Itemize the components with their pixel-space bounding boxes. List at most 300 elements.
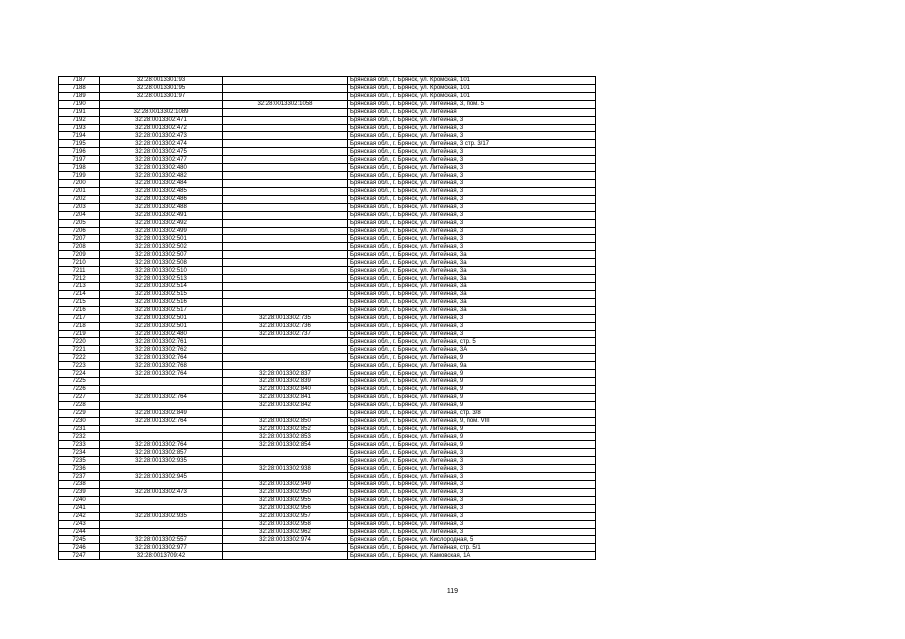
table-row — [59, 187, 596, 195]
address-cell: Брянская обл., г. Брянск, ул. Литейная, 3 — [348, 496, 596, 504]
land-cadastral-number-cell: 32:28:0013302:516 — [100, 298, 223, 306]
address-cell: Брянская обл., г. Брянск, ул. Литейная, 3 стр. 3/17 — [348, 140, 596, 148]
row-number-cell: 7225 — [59, 378, 100, 386]
row-number-cell: 7205 — [59, 219, 100, 227]
land-cadastral-number-cell — [100, 100, 223, 108]
table-row — [59, 179, 596, 187]
table-row — [59, 393, 596, 401]
table-row — [59, 552, 596, 560]
page-number: 119 — [446, 588, 459, 595]
address-cell: Брянская обл., г. Брянск, ул. Литейная, 3 — [348, 473, 596, 481]
land-cadastral-number-cell: 32:28:0013302:482 — [100, 172, 223, 180]
row-number-cell: 7226 — [59, 385, 100, 393]
table-row — [59, 132, 596, 140]
object-cadastral-number-cell — [223, 267, 348, 275]
address-cell: Брянская обл., г. Брянск, ул. Камовская, 1А — [348, 552, 596, 560]
land-cadastral-number-cell: 32:28:0013302:764 — [100, 370, 223, 378]
table-row — [59, 290, 596, 298]
object-cadastral-number-cell — [223, 338, 348, 346]
row-number-cell: 7245 — [59, 536, 100, 544]
address-cell: Брянская обл., г. Брянск, ул. Литейная, 9 — [348, 425, 596, 433]
address-cell: Брянская обл., г. Брянск, ул. Литейная, 3 — [348, 172, 596, 180]
object-cadastral-number-cell — [223, 179, 348, 187]
table-row — [59, 433, 596, 441]
address-cell: Брянская обл., г. Брянск, ул. Литейная, 3а — [348, 267, 596, 275]
land-cadastral-number-cell: 32:28:0013302:761 — [100, 338, 223, 346]
object-cadastral-number-cell — [223, 449, 348, 457]
object-cadastral-number-cell: 32:28:0013302:854 — [223, 441, 348, 449]
registry-table-body — [59, 77, 596, 560]
object-cadastral-number-cell: 32:28:0013302:853 — [223, 433, 348, 441]
row-number-cell: 7213 — [59, 282, 100, 290]
address-cell: Брянская обл., г. Брянск, ул. Литейная, 3 — [348, 187, 596, 195]
table-row — [59, 354, 596, 362]
row-number-cell: 7188 — [59, 84, 100, 92]
land-cadastral-number-cell: 32:28:0013301:93 — [100, 77, 223, 85]
land-cadastral-number-cell: 32:28:0013709:42 — [100, 552, 223, 560]
row-number-cell: 7228 — [59, 401, 100, 409]
table-row — [59, 282, 596, 290]
object-cadastral-number-cell: 32:28:0013302:840 — [223, 385, 348, 393]
table-row — [59, 425, 596, 433]
land-cadastral-number-cell — [100, 425, 223, 433]
object-cadastral-number-cell — [223, 362, 348, 370]
address-cell: Брянская обл., г. Брянск, ул. Литейная, 3а — [348, 259, 596, 267]
table-row — [59, 243, 596, 251]
row-number-cell: 7243 — [59, 520, 100, 528]
table-row — [59, 227, 596, 235]
address-cell: Брянская обл., г. Брянск, ул. Литейная, 3, пом. 5 — [348, 100, 596, 108]
address-cell: Брянская обл., г. Брянск, ул. Литейная, 3 — [348, 195, 596, 203]
object-cadastral-number-cell: 32:28:0013302:842 — [223, 401, 348, 409]
land-cadastral-number-cell: 32:28:0013302:510 — [100, 267, 223, 275]
row-number-cell: 7204 — [59, 211, 100, 219]
land-cadastral-number-cell: 32:28:0013302:491 — [100, 211, 223, 219]
address-cell: Брянская обл., г. Брянск, ул. Литейная, 3 — [348, 330, 596, 338]
address-cell: Брянская обл., г. Брянск, ул. Литейная, 3а — [348, 282, 596, 290]
row-number-cell: 7214 — [59, 290, 100, 298]
object-cadastral-number-cell: 32:28:0013302:955 — [223, 496, 348, 504]
table-row — [59, 219, 596, 227]
address-cell: Брянская обл., г. Брянск, ул. Литейная, 3 — [348, 322, 596, 330]
object-cadastral-number-cell — [223, 354, 348, 362]
land-cadastral-number-cell — [100, 520, 223, 528]
table-row — [59, 156, 596, 164]
land-cadastral-number-cell — [100, 401, 223, 409]
address-cell: Брянская обл., г. Брянск, ул. Литейная, 3 — [348, 504, 596, 512]
address-cell: Брянская обл., г. Брянск, ул. Литейная, стр. 5/1 — [348, 544, 596, 552]
table-row — [59, 401, 596, 409]
row-number-cell: 7222 — [59, 354, 100, 362]
object-cadastral-number-cell — [223, 108, 348, 116]
table-row — [59, 116, 596, 124]
object-cadastral-number-cell — [223, 84, 348, 92]
land-cadastral-number-cell: 32:28:0013302:1089 — [100, 108, 223, 116]
row-number-cell: 7238 — [59, 481, 100, 489]
row-number-cell: 7233 — [59, 441, 100, 449]
row-number-cell: 7237 — [59, 473, 100, 481]
row-number-cell: 7198 — [59, 164, 100, 172]
land-cadastral-number-cell: 32:28:0013302:849 — [100, 409, 223, 417]
address-cell: Брянская обл., г. Брянск, ул. Литейная, 3а — [348, 251, 596, 259]
table-row — [59, 362, 596, 370]
land-cadastral-number-cell: 32:28:0013302:486 — [100, 195, 223, 203]
object-cadastral-number-cell — [223, 148, 348, 156]
address-cell: Брянская обл., г. Брянск, ул. Литейная, 3 — [348, 124, 596, 132]
land-cadastral-number-cell: 32:28:0013302:515 — [100, 290, 223, 298]
row-number-cell: 7235 — [59, 457, 100, 465]
land-cadastral-number-cell: 32:28:0013302:762 — [100, 346, 223, 354]
object-cadastral-number-cell — [223, 219, 348, 227]
land-cadastral-number-cell: 32:28:0013302:764 — [100, 441, 223, 449]
table-row — [59, 528, 596, 536]
table-row — [59, 346, 596, 354]
table-row — [59, 473, 596, 481]
object-cadastral-number-cell — [223, 282, 348, 290]
address-cell: Брянская обл., г. Брянск, ул. Литейная, 3а — [348, 290, 596, 298]
object-cadastral-number-cell — [223, 140, 348, 148]
row-number-cell: 7244 — [59, 528, 100, 536]
table-row — [59, 504, 596, 512]
table-row — [59, 92, 596, 100]
row-number-cell: 7229 — [59, 409, 100, 417]
table-row — [59, 378, 596, 386]
land-cadastral-number-cell: 32:28:0013302:508 — [100, 259, 223, 267]
land-cadastral-number-cell: 32:28:0013302:764 — [100, 354, 223, 362]
table-row — [59, 370, 596, 378]
address-cell: Брянская обл., г. Брянск, ул. Кислородная, 5 — [348, 536, 596, 544]
object-cadastral-number-cell — [223, 306, 348, 314]
object-cadastral-number-cell — [223, 187, 348, 195]
land-cadastral-number-cell: 32:28:0013302:935 — [100, 457, 223, 465]
land-cadastral-number-cell: 32:28:0013302:480 — [100, 164, 223, 172]
land-cadastral-number-cell: 32:28:0013302:501 — [100, 235, 223, 243]
object-cadastral-number-cell — [223, 132, 348, 140]
object-cadastral-number-cell — [223, 116, 348, 124]
object-cadastral-number-cell — [223, 275, 348, 283]
object-cadastral-number-cell: 32:28:0013302:839 — [223, 378, 348, 386]
land-cadastral-number-cell: 32:28:0013301:97 — [100, 92, 223, 100]
address-cell: Брянская обл., г. Брянск, ул. Литейная, 3 — [348, 512, 596, 520]
land-cadastral-number-cell: 32:28:0013302:473 — [100, 132, 223, 140]
object-cadastral-number-cell — [223, 243, 348, 251]
address-cell: Брянская обл., г. Брянск, ул. Литейная, 3а — [348, 306, 596, 314]
object-cadastral-number-cell — [223, 195, 348, 203]
table-row — [59, 148, 596, 156]
address-cell: Брянская обл., г. Брянск, ул. Литейная, 9 — [348, 370, 596, 378]
table-row — [59, 314, 596, 322]
row-number-cell: 7240 — [59, 496, 100, 504]
table-row — [59, 481, 596, 489]
land-cadastral-number-cell — [100, 465, 223, 473]
object-cadastral-number-cell: 32:28:0013302:957 — [223, 512, 348, 520]
table-row — [59, 544, 596, 552]
address-cell: Брянская обл., г. Брянск, ул. Кромская, 101 — [348, 84, 596, 92]
object-cadastral-number-cell — [223, 473, 348, 481]
object-cadastral-number-cell: 32:28:0013302:852 — [223, 425, 348, 433]
land-cadastral-number-cell — [100, 433, 223, 441]
land-cadastral-number-cell: 32:28:0013302:513 — [100, 275, 223, 283]
land-cadastral-number-cell: 32:28:0013302:488 — [100, 203, 223, 211]
object-cadastral-number-cell — [223, 124, 348, 132]
address-cell: Брянская обл., г. Брянск, ул. Литейная, 3 — [348, 488, 596, 496]
table-row — [59, 195, 596, 203]
row-number-cell: 7219 — [59, 330, 100, 338]
address-cell: Брянская обл., г. Брянск, ул. Литейная, 3 — [348, 211, 596, 219]
address-cell: Брянская обл., г. Брянск, ул. Литейная, 3 — [348, 528, 596, 536]
land-cadastral-number-cell: 32:28:0013302:484 — [100, 179, 223, 187]
table-row — [59, 306, 596, 314]
land-cadastral-number-cell: 32:28:0013302:502 — [100, 243, 223, 251]
object-cadastral-number-cell: 32:28:0013302:1058 — [223, 100, 348, 108]
land-cadastral-number-cell: 32:28:0013302:499 — [100, 227, 223, 235]
table-row — [59, 108, 596, 116]
object-cadastral-number-cell — [223, 211, 348, 219]
land-cadastral-number-cell: 32:28:0013302:514 — [100, 282, 223, 290]
row-number-cell: 7232 — [59, 433, 100, 441]
address-cell: Брянская обл., г. Брянск, ул. Литейная, стр. 3/8 — [348, 409, 596, 417]
row-number-cell: 7199 — [59, 172, 100, 180]
land-cadastral-number-cell: 32:28:0013302:474 — [100, 140, 223, 148]
row-number-cell: 7210 — [59, 259, 100, 267]
address-cell: Брянская обл., г. Брянск, ул. Литейная, 3 — [348, 235, 596, 243]
object-cadastral-number-cell — [223, 298, 348, 306]
address-cell: Брянская обл., г. Брянск, ул. Литейная, 3 — [348, 520, 596, 528]
row-number-cell: 7231 — [59, 425, 100, 433]
object-cadastral-number-cell: 32:28:0013302:950 — [223, 488, 348, 496]
land-cadastral-number-cell: 32:28:0013302:977 — [100, 544, 223, 552]
object-cadastral-number-cell — [223, 203, 348, 211]
object-cadastral-number-cell — [223, 259, 348, 267]
address-cell: Брянская обл., г. Брянск, ул. Литейная, 9 — [348, 441, 596, 449]
object-cadastral-number-cell — [223, 290, 348, 298]
object-cadastral-number-cell: 32:28:0013302:850 — [223, 417, 348, 425]
object-cadastral-number-cell — [223, 92, 348, 100]
land-cadastral-number-cell — [100, 378, 223, 386]
land-cadastral-number-cell: 32:28:0013302:945 — [100, 473, 223, 481]
document-sheet — [58, 76, 596, 560]
row-number-cell: 7221 — [59, 346, 100, 354]
object-cadastral-number-cell — [223, 172, 348, 180]
address-cell: Брянская обл., г. Брянск, ул. Литейная, 9 — [348, 401, 596, 409]
address-cell: Брянская обл., г. Брянск, ул. Литейная, 3А — [348, 346, 596, 354]
table-row — [59, 84, 596, 92]
table-row — [59, 488, 596, 496]
land-cadastral-number-cell: 32:28:0013302:485 — [100, 187, 223, 195]
land-cadastral-number-cell: 32:28:0013302:480 — [100, 330, 223, 338]
row-number-cell: 7220 — [59, 338, 100, 346]
registry-table — [58, 76, 596, 560]
land-cadastral-number-cell: 32:28:0013302:501 — [100, 322, 223, 330]
address-cell: Брянская обл., г. Брянск, ул. Литейная, 9 — [348, 378, 596, 386]
table-row — [59, 330, 596, 338]
object-cadastral-number-cell — [223, 251, 348, 259]
address-cell: Брянская обл., г. Брянск, ул. Литейная, 3 — [348, 465, 596, 473]
row-number-cell: 7241 — [59, 504, 100, 512]
land-cadastral-number-cell — [100, 481, 223, 489]
row-number-cell: 7211 — [59, 267, 100, 275]
address-cell: Брянская обл., г. Брянск, ул. Литейная, 3 — [348, 164, 596, 172]
table-row — [59, 496, 596, 504]
object-cadastral-number-cell: 32:28:0013302:956 — [223, 504, 348, 512]
address-cell: Брянская обл., г. Брянск, ул. Литейная, 3 — [348, 481, 596, 489]
object-cadastral-number-cell: 32:28:0013302:958 — [223, 520, 348, 528]
address-cell: Брянская обл., г. Брянск, ул. Литейная, 3 — [348, 314, 596, 322]
address-cell: Брянская обл., г. Брянск, ул. Литейная, 3 — [348, 156, 596, 164]
object-cadastral-number-cell — [223, 544, 348, 552]
row-number-cell: 7217 — [59, 314, 100, 322]
land-cadastral-number-cell — [100, 528, 223, 536]
land-cadastral-number-cell — [100, 385, 223, 393]
row-number-cell: 7189 — [59, 92, 100, 100]
table-row — [59, 100, 596, 108]
land-cadastral-number-cell — [100, 504, 223, 512]
row-number-cell: 7208 — [59, 243, 100, 251]
table-row — [59, 251, 596, 259]
table-row — [59, 385, 596, 393]
row-number-cell: 7201 — [59, 187, 100, 195]
address-cell: Брянская обл., г. Брянск, ул. Литейная, 3 — [348, 203, 596, 211]
address-cell: Брянская обл., г. Брянск, ул. Литейная, 3 — [348, 132, 596, 140]
table-row — [59, 140, 596, 148]
land-cadastral-number-cell: 32:28:0013302:517 — [100, 306, 223, 314]
land-cadastral-number-cell: 32:28:0013302:935 — [100, 512, 223, 520]
land-cadastral-number-cell: 32:28:0013302:492 — [100, 219, 223, 227]
table-row — [59, 536, 596, 544]
address-cell: Брянская обл., г. Брянск, ул. Литейная, стр. 5 — [348, 338, 596, 346]
table-row — [59, 164, 596, 172]
object-cadastral-number-cell: 32:28:0013302:962 — [223, 528, 348, 536]
table-row — [59, 124, 596, 132]
table-row — [59, 77, 596, 85]
address-cell: Брянская обл., г. Брянск, ул. Литейная, 9 — [348, 393, 596, 401]
address-cell: Брянская обл., г. Брянск, ул. Литейная, 3 — [348, 449, 596, 457]
row-number-cell: 7223 — [59, 362, 100, 370]
object-cadastral-number-cell: 32:28:0013302:737 — [223, 330, 348, 338]
address-cell: Брянская обл., г. Брянск, ул. Литейная, 9 — [348, 433, 596, 441]
address-cell: Брянская обл., г. Брянск, ул. Литейная, 3 — [348, 116, 596, 124]
row-number-cell: 7187 — [59, 77, 100, 85]
row-number-cell: 7209 — [59, 251, 100, 259]
table-row — [59, 298, 596, 306]
object-cadastral-number-cell — [223, 235, 348, 243]
row-number-cell: 7194 — [59, 132, 100, 140]
address-cell: Брянская обл., г. Брянск, ул. Литейная, 9 — [348, 354, 596, 362]
row-number-cell: 7242 — [59, 512, 100, 520]
table-row — [59, 203, 596, 211]
row-number-cell: 7192 — [59, 116, 100, 124]
address-cell: Брянская обл., г. Брянск, ул. Литейная, 9, пом. VIII — [348, 417, 596, 425]
table-row — [59, 465, 596, 473]
object-cadastral-number-cell: 32:28:0013302:735 — [223, 314, 348, 322]
row-number-cell: 7212 — [59, 275, 100, 283]
row-number-cell: 7203 — [59, 203, 100, 211]
object-cadastral-number-cell: 32:28:0013302:974 — [223, 536, 348, 544]
land-cadastral-number-cell: 32:28:0013302:768 — [100, 362, 223, 370]
row-number-cell: 7206 — [59, 227, 100, 235]
address-cell: Брянская обл., г. Брянск, ул. Литейная, 9 — [348, 385, 596, 393]
table-row — [59, 322, 596, 330]
table-row — [59, 267, 596, 275]
object-cadastral-number-cell: 32:28:0013302:736 — [223, 322, 348, 330]
land-cadastral-number-cell: 32:28:0013302:475 — [100, 148, 223, 156]
row-number-cell: 7215 — [59, 298, 100, 306]
table-row — [59, 520, 596, 528]
table-row — [59, 259, 596, 267]
row-number-cell: 7202 — [59, 195, 100, 203]
land-cadastral-number-cell: 32:28:0013302:507 — [100, 251, 223, 259]
row-number-cell: 7191 — [59, 108, 100, 116]
table-row — [59, 449, 596, 457]
object-cadastral-number-cell — [223, 77, 348, 85]
object-cadastral-number-cell — [223, 227, 348, 235]
row-number-cell: 7239 — [59, 488, 100, 496]
row-number-cell: 7216 — [59, 306, 100, 314]
land-cadastral-number-cell: 32:28:0013301:95 — [100, 84, 223, 92]
land-cadastral-number-cell: 32:28:0013302:501 — [100, 314, 223, 322]
table-row — [59, 512, 596, 520]
row-number-cell: 7218 — [59, 322, 100, 330]
object-cadastral-number-cell: 32:28:0013302:938 — [223, 465, 348, 473]
address-cell: Брянская обл., г. Брянск, ул. Литейная, 3 — [348, 243, 596, 251]
table-row — [59, 441, 596, 449]
table-row — [59, 211, 596, 219]
land-cadastral-number-cell: 32:28:0013302:472 — [100, 124, 223, 132]
table-row — [59, 417, 596, 425]
address-cell: Брянская обл., г. Брянск, ул. Литейная, 9а — [348, 362, 596, 370]
address-cell: Брянская обл., г. Брянск, ул. Литейная — [348, 108, 596, 116]
object-cadastral-number-cell — [223, 457, 348, 465]
table-row — [59, 409, 596, 417]
address-cell: Брянская обл., г. Брянск, ул. Литейная, 3а — [348, 275, 596, 283]
row-number-cell: 7196 — [59, 148, 100, 156]
address-cell: Брянская обл., г. Брянск, ул. Литейная, 3 — [348, 148, 596, 156]
object-cadastral-number-cell — [223, 409, 348, 417]
row-number-cell: 7195 — [59, 140, 100, 148]
object-cadastral-number-cell: 32:28:0013302:949 — [223, 481, 348, 489]
address-cell: Брянская обл., г. Брянск, ул. Кромская, 101 — [348, 92, 596, 100]
row-number-cell: 7207 — [59, 235, 100, 243]
object-cadastral-number-cell — [223, 552, 348, 560]
object-cadastral-number-cell — [223, 164, 348, 172]
row-number-cell: 7197 — [59, 156, 100, 164]
address-cell: Брянская обл., г. Брянск, ул. Литейная, 3 — [348, 179, 596, 187]
address-cell: Брянская обл., г. Брянск, ул. Литейная, 3 — [348, 219, 596, 227]
row-number-cell: 7224 — [59, 370, 100, 378]
table-row — [59, 457, 596, 465]
row-number-cell: 7246 — [59, 544, 100, 552]
land-cadastral-number-cell: 32:28:0013302:477 — [100, 156, 223, 164]
table-row — [59, 275, 596, 283]
object-cadastral-number-cell: 32:28:0013302:841 — [223, 393, 348, 401]
land-cadastral-number-cell: 32:28:0013302:471 — [100, 116, 223, 124]
row-number-cell: 7230 — [59, 417, 100, 425]
address-cell: Брянская обл., г. Брянск, ул. Литейная, 3 — [348, 457, 596, 465]
table-row — [59, 235, 596, 243]
row-number-cell: 7236 — [59, 465, 100, 473]
address-cell: Брянская обл., г. Брянск, ул. Литейная, 3а — [348, 298, 596, 306]
table-row — [59, 172, 596, 180]
land-cadastral-number-cell: 32:28:0013302:764 — [100, 417, 223, 425]
object-cadastral-number-cell: 32:28:0013302:837 — [223, 370, 348, 378]
row-number-cell: 7247 — [59, 552, 100, 560]
land-cadastral-number-cell — [100, 496, 223, 504]
row-number-cell: 7234 — [59, 449, 100, 457]
row-number-cell: 7190 — [59, 100, 100, 108]
row-number-cell: 7193 — [59, 124, 100, 132]
object-cadastral-number-cell — [223, 346, 348, 354]
address-cell: Брянская обл., г. Брянск, ул. Литейная, 3 — [348, 227, 596, 235]
